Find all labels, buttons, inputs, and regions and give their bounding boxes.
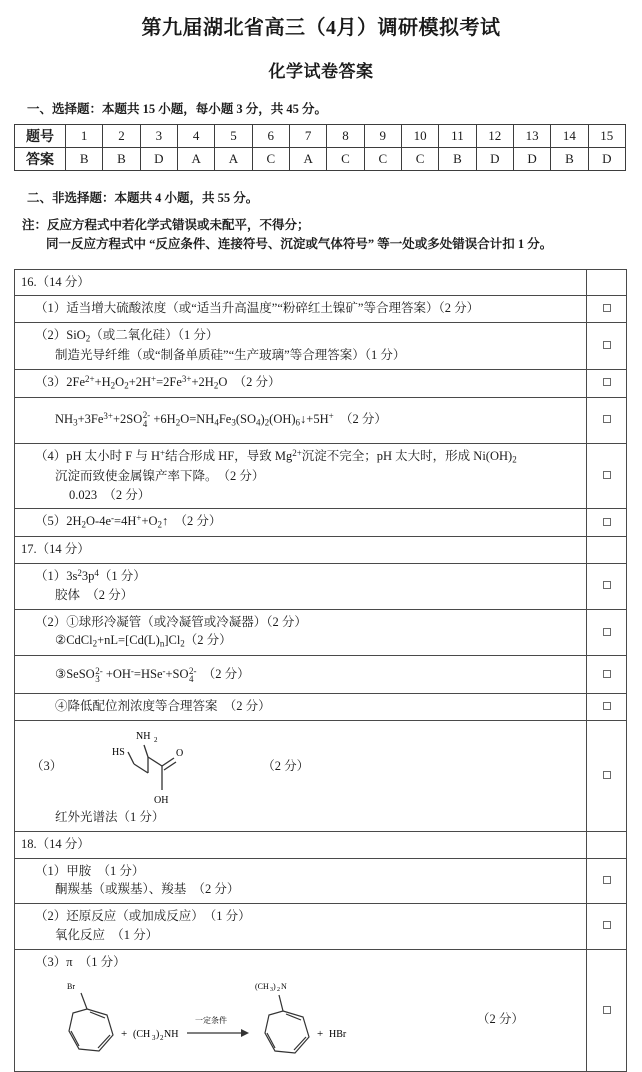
row-header-answer: 答案 <box>15 147 66 170</box>
checkbox-cell[interactable] <box>587 656 627 694</box>
question-number-cell: 5 <box>215 124 252 147</box>
reactant-double-3 <box>71 1031 79 1046</box>
checkbox-cell[interactable] <box>587 443 627 509</box>
q16-part2-suffix: （或二氧化硅）（1 分） <box>90 328 218 342</box>
table-row-q18-part1 <box>15 858 627 904</box>
checkbox-cell[interactable] <box>587 564 627 610</box>
bond-n-ring <box>279 995 283 1011</box>
bromine-label: Br <box>67 982 75 991</box>
table-row-q17-part5 <box>15 721 627 832</box>
q16-part4 <box>15 397 587 443</box>
answer-cell: B <box>103 147 140 170</box>
checkbox-square-icon[interactable] <box>603 628 611 636</box>
question-number-cell: 13 <box>513 124 550 147</box>
answer-cell: C <box>252 147 289 170</box>
hydroxyl-label: OH <box>154 795 168 806</box>
bond-ca-n <box>144 745 148 757</box>
q16-part6 <box>15 509 587 537</box>
question-number-cell: 1 <box>66 124 103 147</box>
q16-part5-line-2: 沉淀而致使金属镍产率下降。 （2 分） <box>19 467 582 486</box>
table-row-q17-header <box>15 537 627 564</box>
dimethylamino-label-2: ) <box>273 982 276 991</box>
q17-part4 <box>15 694 587 721</box>
table-row-q16-part1 <box>15 296 627 323</box>
checkbox-square-icon[interactable] <box>603 1006 611 1014</box>
q16-number-label: 16.（14 分） <box>19 275 90 289</box>
checkbox-square-icon[interactable] <box>603 876 611 884</box>
cycloheptatriene-substitution-diagram <box>45 973 465 1065</box>
page-title: 第九届湖北省高三（4月）调研模拟考试 <box>14 16 628 40</box>
q17-part5 <box>15 721 587 832</box>
answer-sheet-page <box>0 16 642 1015</box>
checkbox-cell-empty <box>587 537 627 564</box>
answer-cell: D <box>513 147 550 170</box>
grading-note <box>14 216 628 255</box>
q16-part4-score: （2 分） <box>340 412 387 426</box>
checkbox-square-icon[interactable] <box>603 471 611 479</box>
product-double-3 <box>267 1033 275 1048</box>
q17-structure-row <box>19 724 582 808</box>
answer-cell: B <box>551 147 588 170</box>
answer-cell: D <box>588 147 625 170</box>
dimethylamino-label: (CH <box>255 982 269 991</box>
checkbox-cell[interactable] <box>587 904 627 950</box>
answer-cell: B <box>439 147 476 170</box>
row-header-question: 题号 <box>15 124 66 147</box>
q16-part2 <box>15 323 587 370</box>
table-row-q16-header <box>15 269 627 296</box>
q18-number <box>15 831 587 858</box>
q16-part2-prefix: （2）SiO <box>35 328 86 342</box>
table-row-q16-part3 <box>15 369 627 397</box>
bond-ca-coo <box>148 757 162 766</box>
q17-part3 <box>15 656 587 694</box>
checkbox-cell[interactable] <box>587 323 627 370</box>
q18-part3-score: （2 分） <box>465 1010 524 1029</box>
checkbox-square-icon[interactable] <box>603 378 611 386</box>
q17-part1-line-1: $(1)3s^23p^4(1$ 分） <box>19 567 582 586</box>
checkbox-cell-empty <box>587 269 627 296</box>
homocysteine-structure-diagram <box>64 724 254 808</box>
answer-cell: D <box>140 147 177 170</box>
q18-part1-line-1: （1）甲胺 （1 分） <box>19 862 582 881</box>
reagent-label-2: ) <box>156 1029 159 1040</box>
checkbox-cell[interactable] <box>587 721 627 832</box>
table-row-q16-part4 <box>15 397 627 443</box>
question-number-cell: 6 <box>252 124 289 147</box>
checkbox-cell-empty <box>587 831 627 858</box>
q17-part5-score: （2 分） <box>254 757 309 776</box>
checkbox-square-icon[interactable] <box>603 702 611 710</box>
q17-part1 <box>15 564 587 610</box>
reagent-label: (CH <box>133 1029 150 1040</box>
table-row-q16-part2 <box>15 323 627 370</box>
q16-part2-line-2: 制造光导纤维（或“制备单质硅”“生产玻璃”等合理答案）（1 分） <box>19 346 582 365</box>
plus-sign-1: + <box>121 1028 127 1040</box>
q17-part5-label: （3） <box>19 757 64 776</box>
bond-s-c <box>128 752 134 764</box>
answer-cell: C <box>327 147 364 170</box>
question-number-cell: 14 <box>551 124 588 147</box>
checkbox-cell[interactable] <box>587 694 627 721</box>
hydrogen-bromide-label: HBr <box>329 1029 347 1040</box>
thiol-label: HS <box>112 747 125 758</box>
page-subtitle: 化学试卷答案 <box>14 57 628 82</box>
amine-subscript: 2 <box>154 736 158 744</box>
q17-part2 <box>15 609 587 656</box>
table-row-q16-part6 <box>15 509 627 537</box>
table-row-q18-part2 <box>15 904 627 950</box>
bond-br-ring <box>81 993 87 1009</box>
dimethylamino-label-3: N <box>281 982 287 991</box>
carbonyl-oxygen-label: O <box>176 748 183 759</box>
reactant-double-1 <box>90 1012 105 1018</box>
q16-part3 <box>15 369 587 397</box>
checkbox-cell[interactable] <box>587 296 627 323</box>
q16-part5-line-1: （4）pH 太小时 F 与 H+结合形成 HF，导致 $Mg^{2+}$沉淀不完全；pH 太大时，形成 $Ni(OH)_2$ <box>19 447 582 467</box>
q17-number <box>15 537 587 564</box>
table-row-q17-part3 <box>15 656 627 694</box>
checkbox-square-icon[interactable] <box>603 415 611 423</box>
answer-cell: A <box>289 147 326 170</box>
question-number-cell: 4 <box>177 124 214 147</box>
grading-note-line-2: 同一反应方程式中 “反应条件、连接符号、沉淀或气体符号” 等一处或多处错误合计扣 1 分。 <box>22 235 628 254</box>
table-row-q17-part2 <box>15 609 627 656</box>
amine-label: NH <box>136 731 150 742</box>
reagent-sub-2: 2 <box>160 1034 164 1042</box>
q17-part2-line-1: （2）①球形冷凝管（或冷凝管或冷凝器）（2 分） <box>19 613 582 632</box>
reagent-sub-3: 3 <box>152 1034 156 1042</box>
table-row-question-numbers <box>15 124 626 147</box>
q17-part2-line-2: $②CdCl_2+nL=[Cd(L)_n]Cl_2(2$ 分） <box>19 631 582 651</box>
reagent-label-3: NH <box>164 1029 178 1040</box>
q16-part2-subscript: 2 <box>86 334 91 344</box>
table-row-q17-part4 <box>15 694 627 721</box>
question-number-cell: 9 <box>364 124 401 147</box>
q16-part1 <box>15 296 587 323</box>
table-row-answers <box>15 147 626 170</box>
q16-part5-line-3: 0.023 （2 分） <box>19 486 582 505</box>
q17-number-label: 17.（14 分） <box>19 542 90 556</box>
dimethylamino-sub-3: 3 <box>270 987 273 993</box>
q17-part5-caption: 红外光谱法（1 分） <box>19 808 582 827</box>
answer-cell: C <box>364 147 401 170</box>
q18-part2-line-2: 氧化反应 （1 分） <box>19 926 582 945</box>
q16-part1-text: （1）适当增大硫酸浓度（或“适当升高温度”“粉碎红土镍矿”等合理答案）（2 分） <box>19 299 582 318</box>
checkbox-square-icon[interactable] <box>603 921 611 929</box>
checkbox-square-icon[interactable] <box>603 581 611 589</box>
table-row-q16-part5 <box>15 443 627 509</box>
product-double-1 <box>286 1014 301 1020</box>
q16-number <box>15 269 587 296</box>
free-response-answer-table <box>14 269 627 1072</box>
dimethylamino-sub-2: 2 <box>277 987 280 993</box>
q16-part4-equation: $NH_3+3Fe^{3+}+2SO$ 2- 4 $+6H_2O=NH_4Fe_3(SO_4)_2(OH)_6↓+5H^+$ （2 分） <box>19 410 582 430</box>
checkbox-cell[interactable] <box>587 509 627 537</box>
q16-part2-line-1 <box>19 326 582 346</box>
reaction-condition-label: 一定条件 <box>195 1015 227 1025</box>
question-number-cell: 7 <box>289 124 326 147</box>
section-one-heading: 一、选择题：本题共 15 小题，每小题 3 分，共 45 分。 <box>14 101 628 118</box>
question-number-cell: 10 <box>401 124 438 147</box>
answer-cell: D <box>476 147 513 170</box>
checkbox-cell[interactable] <box>587 858 627 904</box>
answer-cell: C <box>401 147 438 170</box>
q18-part3 <box>15 949 587 1072</box>
section-two-heading: 二、非选择题：本题共 4 小题，共 55 分。 <box>14 190 628 207</box>
checkbox-cell[interactable] <box>587 369 627 397</box>
table-row-q17-part1 <box>15 564 627 610</box>
question-number-cell: 3 <box>140 124 177 147</box>
question-number-cell: 11 <box>439 124 476 147</box>
question-number-cell: 2 <box>103 124 140 147</box>
q18-part2-line-1: （2）还原反应（或加成反应） （1 分） <box>19 907 582 926</box>
product-ring <box>265 1011 309 1053</box>
q17-part4-text: ④降低配位剂浓度等合理答案 （2 分） <box>19 697 582 716</box>
grading-note-line-1: 注：反应方程式中若化学式错误或未配平，不得分； <box>22 218 310 232</box>
checkbox-square-icon[interactable] <box>603 304 611 312</box>
question-number-cell: 15 <box>588 124 625 147</box>
q16-part3-equation: $(3)2Fe^{2+}+H_2O_2+2H^+=2Fe^{3+}+2H_2O$ （2 分） <box>19 373 582 393</box>
bond-c-c <box>134 764 148 773</box>
q16-part3-label: （3） <box>35 375 66 389</box>
q18-number-label: 18.（14 分） <box>19 837 90 851</box>
checkbox-square-icon[interactable] <box>603 341 611 349</box>
question-number-cell: 8 <box>327 124 364 147</box>
answer-cell: B <box>66 147 103 170</box>
plus-sign-2: + <box>317 1028 323 1040</box>
q18-part1-line-2: 酮羰基（或羰基）、羧基 （2 分） <box>19 880 582 899</box>
q16-part6-equation: $(5)2H_2O-4e^-=4H^++O_2↑$ （2 分） <box>19 512 582 532</box>
q16-part3-score: （2 分） <box>234 375 281 389</box>
checkbox-cell[interactable] <box>587 609 627 656</box>
reaction-arrow-head <box>241 1029 249 1037</box>
q18-part2 <box>15 904 587 950</box>
q16-part5 <box>15 443 587 509</box>
q18-part3-line-1: （3）π （1 分） <box>19 953 582 972</box>
q17-part3-equation: ③SeSO 2- 3 +OH-=HSe-+SO 2- 4 （2 分） <box>19 665 582 684</box>
q18-reaction-scheme <box>19 971 582 1067</box>
question-number-cell: 12 <box>476 124 513 147</box>
multiple-choice-answer-table <box>14 124 626 171</box>
table-row-q18-part3 <box>15 949 627 1072</box>
q17-part1-line-2: 胶体 （2 分） <box>19 586 582 605</box>
checkbox-cell[interactable] <box>587 397 627 443</box>
checkbox-cell[interactable] <box>587 949 627 1072</box>
answer-cell: A <box>215 147 252 170</box>
checkbox-square-icon[interactable] <box>603 771 611 779</box>
checkbox-square-icon[interactable] <box>603 670 611 678</box>
reactant-ring <box>69 1009 113 1051</box>
checkbox-square-icon[interactable] <box>603 518 611 526</box>
table-row-q18-header <box>15 831 627 858</box>
answer-cell: A <box>177 147 214 170</box>
q18-part1 <box>15 858 587 904</box>
